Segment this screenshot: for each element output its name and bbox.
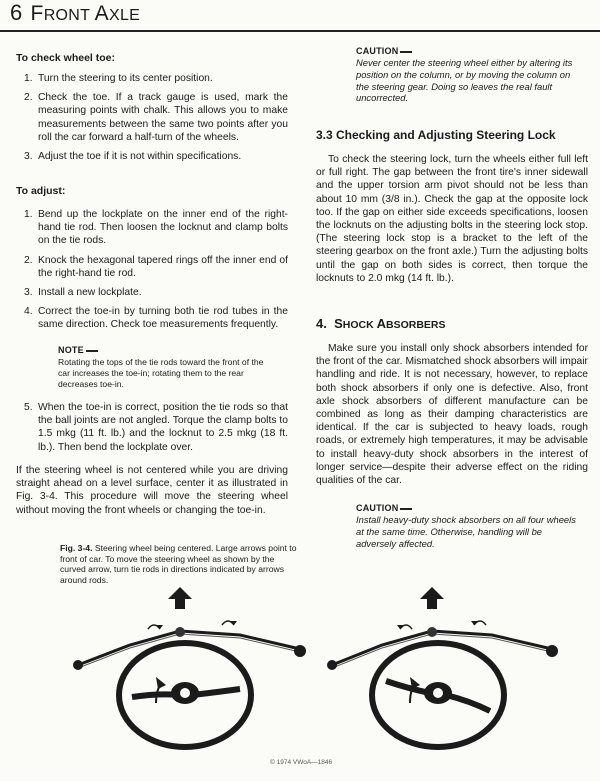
figure-caption — [60, 543, 300, 585]
center-wheel-paragraph: If the steering wheel is not centered while you are driving straight ahead on a level surface, center it as illustrated in Fig. 3-4. This procedure will move the steering wheel without moving the front wheels or changing the toe-in. — [16, 465, 288, 516]
title-rest: RONT — [43, 7, 95, 24]
page-number: 6 — [10, 0, 23, 25]
rotation-arrow-icon — [397, 621, 486, 629]
figure-3-4-illustration — [60, 585, 580, 755]
title-initial: F — [30, 2, 44, 25]
list-item: 1. Turn the steering to its center position. — [24, 73, 213, 84]
list-item: 5. When the toe-in is correct, position the tie rods so that the ball joints are not angled. Torque the clamp bolts to 1.5 mkg (11 ft. lb.) and the locknut to 2.5 mkg (18 ft. lb.). Then bend the lockplate over. — [24, 402, 288, 453]
list-item: 4. Correct the toe-in by turning both tie rod tubes in the same direction. Check toe measurements frequently. — [24, 306, 288, 331]
figure-caption-text: Steering wheel being centered. Large arrows point to front of car. To move the steering wheel as shown by the curved arrow, turn tie rods in directions indicated by arrows around rods. — [60, 543, 297, 585]
adjust-heading: To adjust: — [16, 185, 66, 197]
page-header — [10, 0, 140, 26]
adjust-step-5 — [16, 401, 288, 460]
caution-text-2: Install heavy-duty shock absorbers on all four wheels at the same time. Otherwise, handling will be adversely affected. — [356, 514, 576, 549]
note-label: NOTE — [58, 345, 98, 355]
section-3-3-text: To check the steering lock, turn the wheels either full left or full right. The gap between the front tire's inner sidewall and the upper torsion arm pivot should not be less than about 10 mm (3/8 in.). Check the gap at the opposite lock too. If the gap on either side exceeds specifications, loosen the locknuts on the adjusting bolts in the steering lock stop. (The steering lock stop is a bracket to the left of the steering gearbox on the front axle.) Turn the adjusting bolts until the gap on both sides is correct, then torque the locknuts to 2.0 mkg (14 ft. lb.). — [316, 154, 588, 284]
figure-label: Fig. 3-4. — [60, 543, 93, 553]
title-initial-2: A — [94, 2, 109, 25]
header-rule — [0, 30, 600, 32]
adjust-steps — [16, 208, 288, 338]
caution-text: Never center the steering wheel either by altering its position on the column, or by moving the column on the steering gear. Doing so leaves the real fault uncorrected. — [356, 57, 573, 104]
steering-wheel-right — [327, 587, 558, 747]
list-item: 3. Install a new lockplate. — [24, 287, 142, 299]
copyright-notice: © 1974 VWoA—1846 — [270, 759, 333, 766]
section-3-3-heading: 3.3 Checking and Adjusting Steering Lock — [316, 128, 556, 142]
list-item: 3. Adjust the toe if it is not within specifications. — [24, 151, 242, 163]
title-rest-2: XLE — [108, 7, 141, 24]
list-item: 2. Knock the hexagonal tapered rings off the inner end of the right-hand tie rod. — [24, 254, 288, 279]
curved-arrow-icon — [156, 677, 166, 703]
list-item: 2. Check the toe. If a track gauge is used, mark the measuring points with chalk. This allows you to make measurements between the same two points after you roll the car forward a half-turn of the wheels. — [24, 92, 288, 143]
note-text: Rotating the tops of the tie rods toward the front of the car increases the toe-in; rotating them to the rear decreases toe-in. — [58, 357, 264, 389]
section-4-text: Make sure you install only shock absorbers intended for the front of the car. Mismatched shock absorbers will impair handling and ride. It is not necessary, however, to replace both shock absorbers if only one is defective. Also, front axle shock absorbers of different manufacture can be combined as long as their damping characteristics are identical. If the car is subjected to heavy loads, rough roads, or extremely high temperatures, it may be advisable to install heavy-duty shock absorbers in the interest of longer service—despite their adverse effect on the riding qualities of the car. — [316, 343, 588, 487]
list-item: 1. Bend up the lockplate on the inner end of the right-hand tie rod. Then loosen the locknut and clamp bolts on the tie rods. — [24, 209, 288, 247]
up-arrow-icon — [420, 587, 444, 609]
caution-label: CAUTION — [356, 46, 412, 56]
check-toe-steps — [16, 72, 288, 169]
steering-wheel-left — [73, 587, 306, 747]
check-toe-heading: To check wheel toe: — [16, 52, 115, 64]
up-arrow-icon — [168, 587, 192, 609]
rotation-arrow-icon — [148, 621, 237, 629]
section-4-heading: 4. SHOCK ABSORBERS — [316, 316, 446, 331]
caution-label-2: CAUTION — [356, 503, 412, 513]
